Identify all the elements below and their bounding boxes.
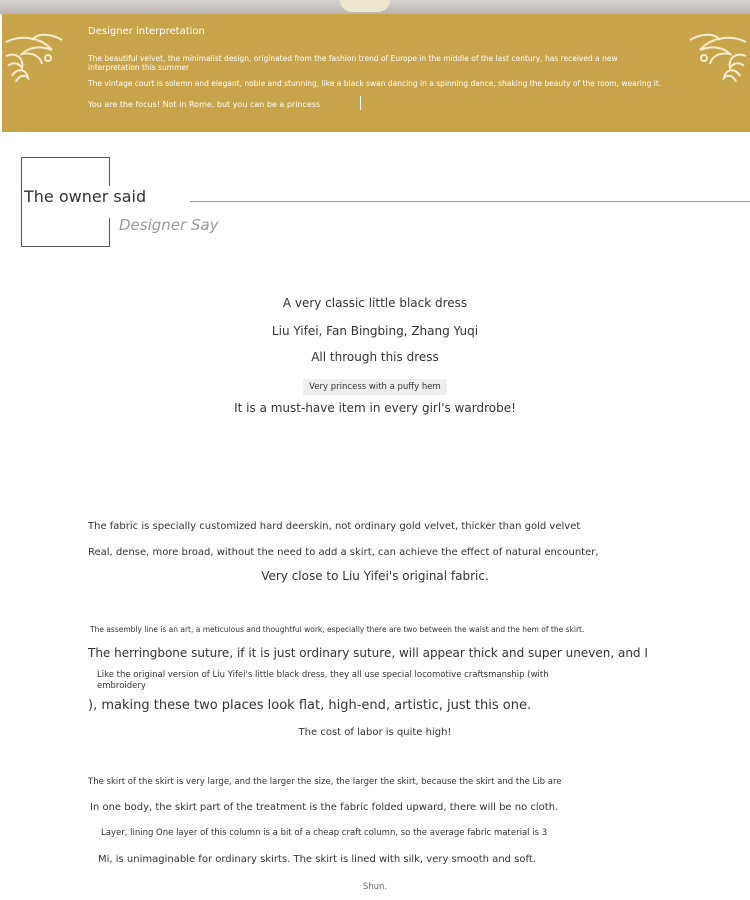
fabric-line: Real, dense, more broad, without the need to add a skirt, can achieve the effect of natural encounter, [88,547,599,558]
intro-highlight [0,374,750,395]
text-cursor [360,96,361,110]
banner-paragraph: The vintage court is solemn and elegant, noble and stunning, like a black swan dancing in a spinning dance, shaking the beauty of the room, wearing it. [88,79,662,88]
fabric-line: Very close to Liu Yifei's original fabric. [261,569,489,583]
assembly-line: The assembly line is an art, a meticulous and thoughtful work, especially there are two between the waist and the hem of the skirt. [90,625,585,634]
baroque-ornament-icon [2,32,72,102]
section-subtitle: Designer Say [119,216,219,234]
skirt-line: Layer, lining One layer of this column is a bit of a cheap craft column, so the average fabric material is 3 [101,828,548,838]
intro-line: Liu Yifei, Fan Bingbing, Zhang Yuqi [271,324,479,338]
baroque-ornament-icon [680,32,750,102]
intro-line: It is a must-have item in every girl's wardrobe! [234,401,516,415]
section-title: The owner said [24,187,147,206]
assembly-line: Like the original version of Liu Yifei's little black dress, they all use special locomotive craftsmanship (with embroidery [97,670,549,691]
skirt-line: The skirt of the skirt is very large, and the larger the size, the larger the skirt, because the skirt and the Lib are [88,777,562,787]
divider [190,201,750,202]
assembly-line: The herringbone suture, if it is just ordinary suture, will appear thick and super uneven, and I [88,646,648,660]
fabric-line: The fabric is specially customized hard deerskin, not ordinary gold velvet, thicker than gold velvet [88,521,581,532]
highlight-pill: Very princess with a puffy hem [303,379,447,395]
assembly-line: The cost of labor is quite high! [298,727,452,738]
banner-paragraph: The beautiful velvet, the minimalist design, originated from the fashion trend of Europe in the middle of the last century, has received a new interpretation this summer [88,54,618,72]
intro-line: All through this dress [311,350,439,364]
banner-paragraph: You are the focus! Not in Rome, but you can be a princess [88,100,321,109]
skirt-line: Mi, is unimaginable for ordinary skirts. The skirt is lined with silk, very smooth and soft. [98,854,536,865]
product-photo-strip [0,0,750,14]
banner-title: Designer interpretation [88,26,205,37]
intro-line: A very classic little black dress [282,296,468,310]
designer-banner [2,14,750,132]
skirt-line: Shun. [362,882,388,892]
skirt-line: In one body, the skirt part of the treatment is the fabric folded upward, there will be no cloth. [90,802,559,813]
shoe-image [340,0,390,12]
assembly-line: ), making these two places look flat, high-end, artistic, just this one. [88,698,532,713]
